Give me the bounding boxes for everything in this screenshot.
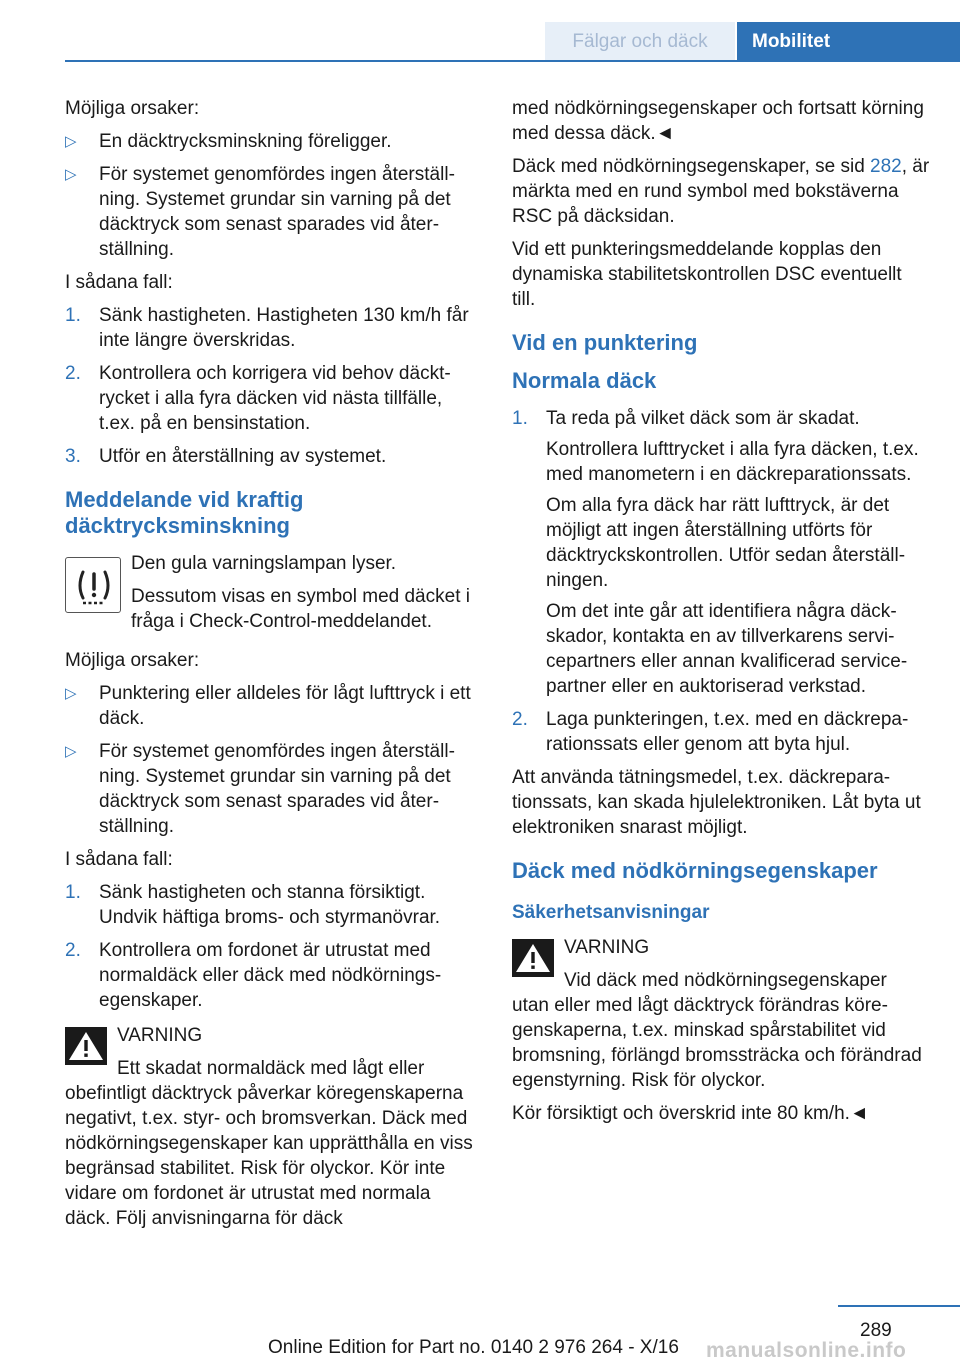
page-header: [545, 22, 960, 62]
section-heading: Meddelande vid kraftig däcktrycksminskning: [65, 487, 304, 538]
paragraph: I sådana fall:: [65, 849, 173, 870]
bullet-triangle-icon: ▷: [65, 743, 77, 760]
numbered-list: [512, 406, 930, 757]
list-item: ▷ För systemet genomfördes ingen återställning. Systemet grundar sin varning på det däcktryck som senast sparades vid återställning.: [65, 741, 455, 837]
tire-pressure-warning-icon: [65, 557, 121, 613]
list-item: ▷ En däcktrycksminskning föreligger.: [65, 131, 392, 152]
step-number: 1.: [65, 305, 81, 326]
paragraph: Möjliga orsaker:: [65, 650, 200, 671]
right-column: [512, 96, 930, 1134]
numbered-list: [65, 880, 480, 1013]
step-number: 1.: [65, 882, 81, 903]
section-tab[interactable]: Fälgar och däck: [545, 22, 735, 62]
list-item: 1. Sänk hastigheten och stanna försiktigt. Undvik häftiga broms- och styrmanövrar.: [65, 882, 441, 928]
section-heading: Vid en punktering: [512, 330, 698, 355]
warning-text: Vid däck med nödkörningsegenskaper: [564, 970, 887, 991]
list-item: 2. Kontrollera om fordonet är utrustat med normaldäck eller däck med nödkörningsegenskaper.: [65, 940, 442, 1011]
bullet-triangle-icon: ▷: [65, 133, 77, 150]
chapter-tab[interactable]: Mobilitet: [737, 22, 960, 62]
edition-note: Online Edition for Part no. 0140 2 976 264 - X/16: [268, 1337, 679, 1358]
step-number: 3.: [65, 446, 81, 467]
list-item: 1. Ta reda på vilket däck som är skadat. Kontrollera lufttrycket i alla fyra däcken, t.ex. med manometern i en däckreparationssats. Om alla fyra däck har rätt lufttryck, är det möjligt att ingen återställning utförts för däcktryckskontrollen. Utför sedan återställningen. Om det inte går att identifiera några däckskador, kontakta en av tillverkarens servicepartners eller annan kvalificerad servicepartner eller en auktoriserad verkstad.: [512, 408, 919, 697]
list-item: 1. Sänk hastigheten. Hastigheten 130 km/h får inte längre överskridas.: [65, 305, 469, 351]
paragraph: Möjliga orsaker:: [65, 98, 200, 119]
indicator-lamp-block: [65, 551, 480, 634]
page-number: 289: [860, 1320, 892, 1341]
list-item: 3. Utför en återställning av systemet.: [65, 446, 387, 467]
warning-text: Ett skadat normaldäck med lågt eller: [117, 1058, 425, 1079]
step-number: 2.: [65, 940, 81, 961]
paragraph: med nödkörningsegenskaper och fortsatt körning med dessa däck.◄: [512, 98, 924, 144]
step-number: 2.: [65, 363, 81, 384]
paragraph: Att använda tätningsmedel, t.ex. däckreparationssats, kan skada hjulelektroniken. Låt byta ut elektroniken snarast möjligt.: [512, 767, 921, 838]
paragraph: Kör försiktigt och överskrid inte 80 km/h.◄: [512, 1103, 869, 1124]
section-heading: Normala däck: [512, 368, 657, 393]
paragraph: Däck med nödkörningsegenskaper, se sid 282, är märkta med en rund symbol med bokstäverna RSC på däcksidan.: [512, 156, 930, 227]
bullet-triangle-icon: ▷: [65, 685, 77, 702]
paragraph: Vid ett punkteringsmeddelande kopplas den dynamiska stabilitetskontrollen DSC eventuellt till.: [512, 239, 902, 310]
paragraph: I sådana fall:: [65, 272, 173, 293]
warning-text: utan eller med lågt däcktryck förändras köregenskaperna, t.ex. minskad spårstabilitet vid bromsning, förlängd bromssträcka och förändrad egenstyrning. Risk för olyckor.: [512, 995, 922, 1091]
warning-triangle-icon: [65, 1027, 107, 1065]
left-column: [65, 96, 480, 1231]
numbered-list: [65, 303, 480, 469]
warning-block: [512, 935, 930, 1093]
header-rule: [65, 60, 960, 62]
footer-rule: [838, 1305, 960, 1307]
page-link[interactable]: 282: [870, 156, 902, 177]
section-heading: Däck med nödkörningsegenskaper: [512, 858, 878, 883]
bullet-list: [65, 681, 480, 839]
bullet-list: [65, 129, 480, 262]
warning-triangle-icon: [512, 939, 554, 977]
list-item: ▷ För systemet genomfördes ingen återställning. Systemet grundar sin varning på det däcktryck som senast sparades vid återställning.: [65, 164, 455, 260]
list-item: 2. Laga punkteringen, t.ex. med en däckreparationssats eller genom att byta hjul.: [512, 709, 909, 755]
subsection-heading: Säkerhetsanvisningar: [512, 902, 710, 923]
bullet-triangle-icon: ▷: [65, 166, 77, 183]
watermark: manualsonline.info: [706, 1339, 907, 1362]
lamp-description: Den gula varningslampan lyser. Dessutom visas en symbol med däcket i fråga i Check-Control-meddelandet.: [131, 553, 470, 632]
warning-text: obefintligt däcktryck påverkar köregenskaperna negativt, t.ex. styr- och bromsverkan. Däck med nödkörningsegenskaper kan upprätthålla en viss begränsad stabilitet. Risk för olyckor. Kör inte vidare om fordonet är utrustat med normala däck. Följ anvisningarna för däck: [65, 1083, 473, 1229]
warning-title: VARNING: [117, 1025, 203, 1046]
list-item: 2. Kontrollera och korrigera vid behov däcktrycket i alla fyra däcken vid nästa tillfälle, t.ex. på en bensinstation.: [65, 363, 451, 434]
warning-block: [65, 1023, 480, 1231]
list-item: ▷ Punktering eller alldeles för lågt lufttryck i ett däck.: [65, 683, 471, 729]
step-number: 2.: [512, 709, 528, 730]
step-number: 1.: [512, 408, 528, 429]
warning-title: VARNING: [564, 937, 650, 958]
